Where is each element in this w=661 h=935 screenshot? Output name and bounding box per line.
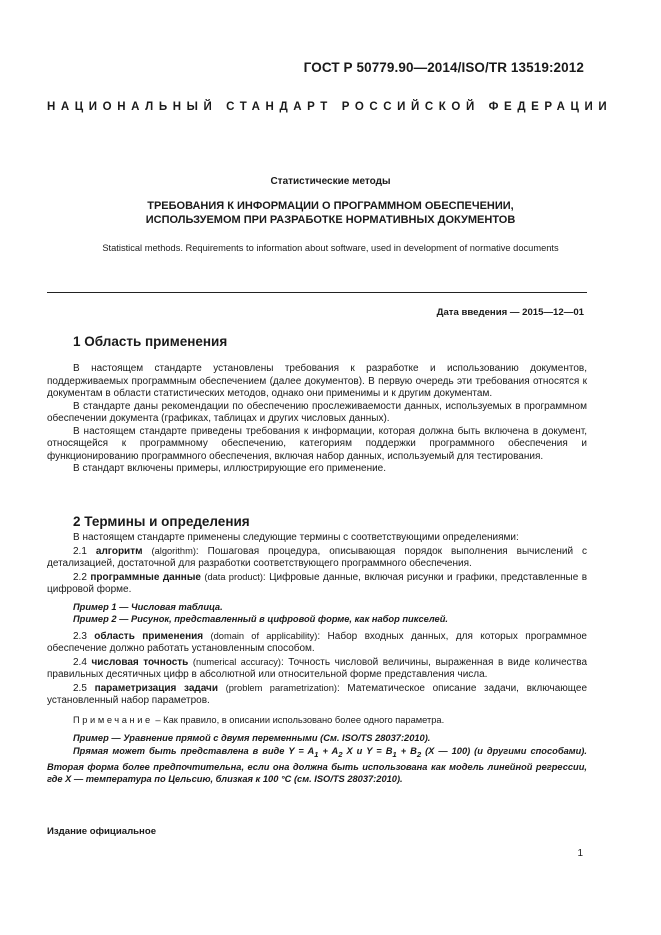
document-title-line2: ИСПОЛЬЗУЕМОМ ПРИ РАЗРАБОТКЕ НОРМАТИВНЫХ ДОКУМЕНТОВ [145, 214, 516, 226]
document-title [0, 199, 661, 227]
note-text: – Как правило, в описании использовано более одного параметра. [152, 714, 445, 725]
term-2-3: 2.3 область применения (domain of applicability): Набор входных данных, для которых программное обеспечение должно работать установленным способом. [47, 630, 587, 654]
term-2-2: 2.2 программные данные (data product): Цифровые данные, включая рисунки и графики, представленные в цифровой форме. [47, 571, 588, 595]
official-edition-label: Издание официальное [47, 826, 157, 837]
note [47, 714, 587, 727]
section1-paragraph: В стандарте даны рекомендации по обеспечению прослеживаемости данных, используемых в программном обеспечении документа (графиках, таблицах и других числовых данных). [47, 400, 587, 424]
term-2-2-name: программные данные [90, 571, 201, 583]
section1-paragraph: В настоящем стандарте установлены требования к разработке и использованию документов, поддерживаемых программным обеспечением (далее документов). В первую очередь эти требования относятся к документам в области статистических методов, однако они применимы и к другим документам. [47, 363, 587, 399]
example-3-title: Пример — Уравнение прямой с двумя переменными (См. ISO/TS 28037:2010). [73, 733, 431, 743]
title-divider [47, 292, 587, 293]
section1-paragraph: В стандарт включены примеры, иллюстрирующие его применение. [73, 463, 387, 474]
section2-body [47, 532, 587, 786]
term-2-5-name: параметризация задачи [94, 682, 218, 694]
standard-type-heading: НАЦИОНАЛЬНЫЙ СТАНДАРТ РОССИЙСКОЙ ФЕДЕРАЦИИ [47, 101, 613, 113]
term-2-1-name: алгоритм [95, 545, 143, 557]
introduction-date: Дата введения — 2015—12—01 [436, 307, 584, 318]
gost-number: ГОСТ Р 50779.90—2014/ISO/TR 13519:2012 [303, 60, 584, 75]
term-2-5: 2.5 параметризация задачи (problem parametrization): Математическое описание задачи, включающее установленный набор параметров. [47, 682, 588, 706]
page-number: 1 [577, 848, 583, 859]
example-1: Пример 1 — Числовая таблица. [73, 601, 223, 612]
section1-body [47, 363, 587, 476]
term-2-3-name: область применения [94, 630, 204, 642]
term-2-4-name: числовая точность [91, 656, 189, 668]
english-title: Statistical methods. Requirements to information about software, used in development of normative documents [102, 243, 559, 253]
section2-intro: В настоящем стандарте применены следующие термины с соответствующими определениями: [73, 532, 519, 543]
term-2-4: 2.4 числовая точность (numerical accuracy): Точность числовой величины, выраженная в виде количества правильных десятичных цифр в абсолютной или относительной форме представления числа. [47, 656, 588, 680]
example-3-text: Прямая может быть представлена в виде $Y = A_1 + A_2$ X и $Y = B_1 + B_2$ (X — 100) (и другими способами). Вторая форма более предпочтительна, если она должна быть использована как модель линейной регрессии, где X — температура по Цельсию, близкая к 100 °С (см. ISO/TS 28037:2010). [47, 745, 587, 785]
section1-heading: 1 Область применения [73, 334, 228, 349]
note-label: Примечание [73, 714, 153, 725]
document-title-line1: ТРЕБОВАНИЯ К ИНФОРМАЦИИ О ПРОГРАММНОМ ОБЕСПЕЧЕНИИ, [147, 200, 514, 212]
category-title: Статистические методы [270, 176, 391, 187]
section2-heading: 2 Термины и определения [73, 514, 250, 529]
example-2: Пример 2 — Рисунок, представленный в цифровой форме, как набор пикселей. [73, 614, 448, 624]
section1-paragraph: В настоящем стандарте приведены требования к информации, которая должна быть включена в документ, относящейся к программному обеспечению, категориям поддержки программного обеспечения и функционированию программного обеспечения, включая набор данных, используемый для тестирования. [47, 425, 587, 462]
term-2-1: 2.1 алгоритм (algorithm): Пошаговая процедура, описывающая порядок выполнения вычислений с детализацией, достаточной для разработки соответствующего программного обеспечения. [47, 545, 588, 569]
